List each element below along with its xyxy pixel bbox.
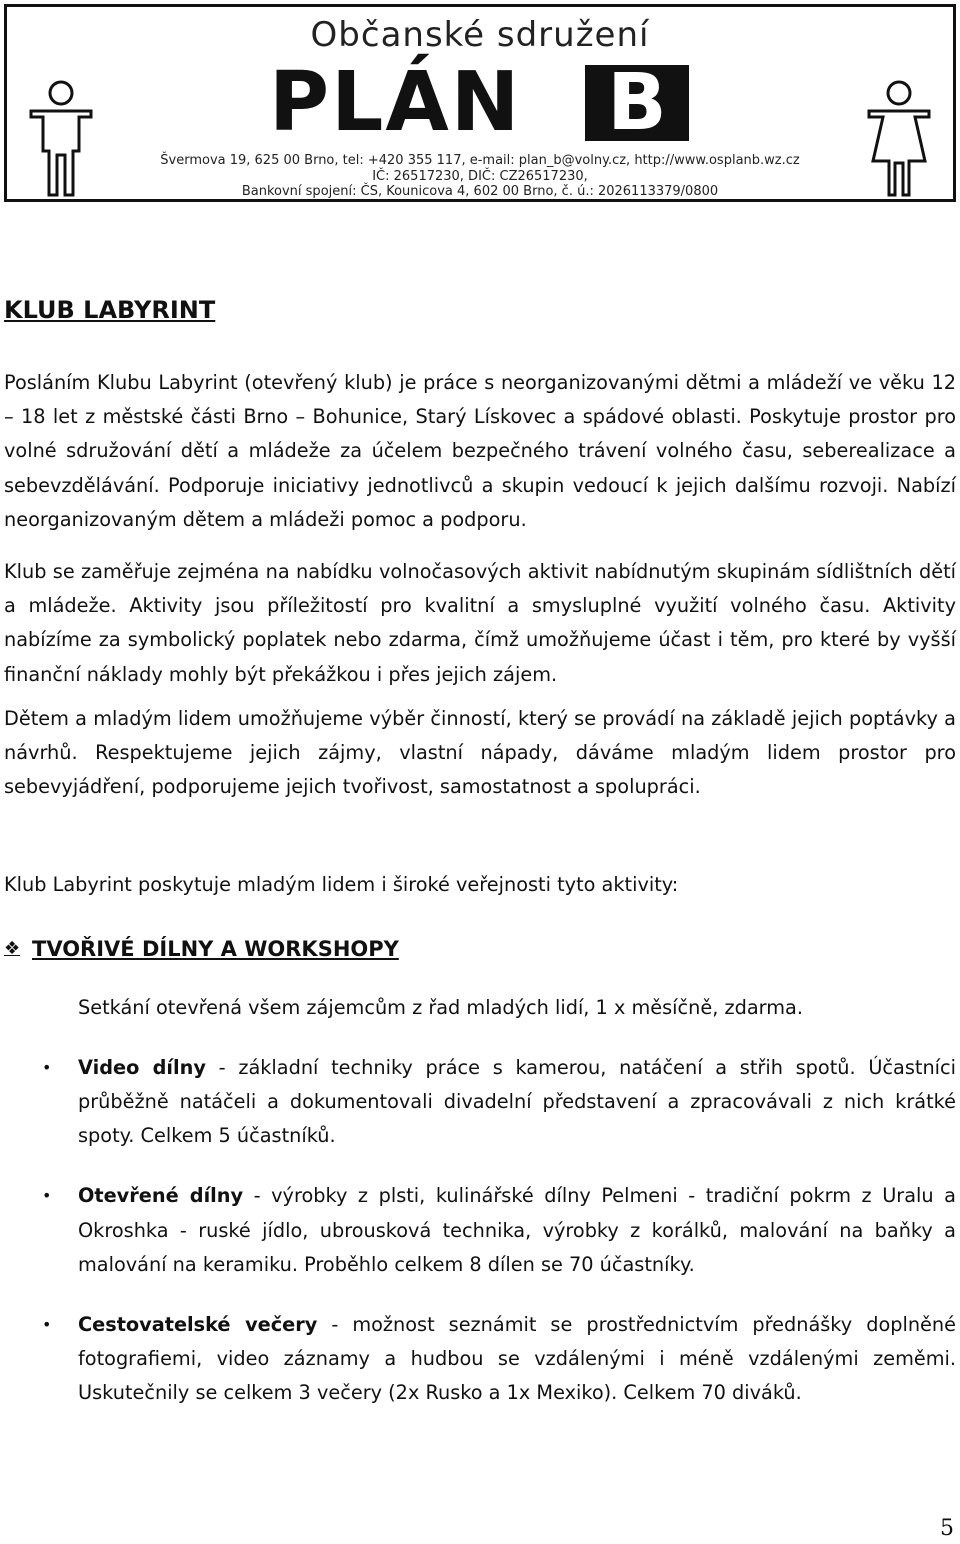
document-body (4, 290, 956, 1437)
activity-description (78, 1051, 956, 1154)
contact-address: Švermova 19, 625 00 Brno, tel: +420 355 117, e-mail: plan_b@volny.cz, http://www.osplanb.wz.cz (160, 153, 800, 168)
subheading-workshops (4, 931, 956, 967)
activity-text: - možnost seznámit se prostřednictvím přednášky doplněné fotografiemi, video záznamy a hudbou se vzdálenými i méně vzdálenými zeměmi. Uskutečnily se celkem 3 večery (2x Rusko a 1x Mexiko). Celkem 70 diváků. (78, 1313, 956, 1405)
brand-logo (269, 55, 689, 150)
brand-logo-text: PLÁN (269, 55, 522, 150)
paragraph-choice: Dětem a mladým lidem umožňujeme výběr činností, který se provádí na základě jejich poptávky a návrhů. Respektujeme jejich zájmy, vlastní nápady, dáváme mladým lidem prostor pro sebevyjádření, podporujeme jejich tvořivost, samostatnost a spolupráci. (4, 706, 956, 799)
bullet-icon: • (42, 1057, 52, 1077)
activity-description (78, 1308, 956, 1411)
letterhead (4, 4, 956, 202)
page-number: 5 (940, 1516, 954, 1541)
section-title: KLUB LABYRINT (4, 296, 216, 324)
bank-details: Bankovní spojení: ČS, Kounicova 4, 602 00 Brno, č. ú.: 2026113379/0800 (241, 184, 719, 199)
paragraph-mission: Posláním Klubu Labyrint (otevřený klub) je práce s neorganizovanými dětmi a mládeží ve věku 12 – 18 let z městské části Brno – Bohunice, Starý Lískovec a spádové oblasti. Poskytuje prostor pro volné sdružování dětí a mládeže za účelem bezpečného trávení volného času, seberealizace a sebevzdělávání. Podporuje iniciativy jednotlivců a skupin vedoucí k jejich dalšímu rozvoji. Nabízí neorganizovaným dětem a mládeži pomoc a podporu. (4, 371, 956, 531)
meeting-info: Setkání otevřená všem zájemcům z řad mladých lidí, 1 x měsíčně, zdarma. (78, 995, 803, 1019)
brand-logo-box: B (585, 65, 689, 141)
activity-description (78, 1179, 956, 1282)
activity-text: - základní techniky práce s kamerou, natáčení a střih spotů. Účastníci průběžně natáčeli a dokumentovali divadelní představení a zpracovávali z nich krátké spoty. Celkem 5 účastníků. (78, 1055, 956, 1148)
activities-list (4, 1051, 956, 1411)
bullet-icon: • (42, 1315, 52, 1335)
diamond-bullet-icon: ❖ (4, 937, 21, 959)
activity-title: Video dílny (78, 1055, 206, 1079)
activity-title: Otevřené dílny (78, 1184, 244, 1208)
list-item (4, 1051, 956, 1154)
activity-title: Cestovatelské večery (78, 1313, 318, 1337)
list-item (4, 1308, 956, 1411)
company-ids: IČ: 26517230, DIČ: CZ26517230, (372, 169, 588, 184)
bullet-icon: • (42, 1186, 52, 1206)
paragraph-focus: Klub se zaměřuje zejména na nabídku volnočasových aktivit nabídnutým skupinám sídlištních dětí a mládeže. Aktivity jsou příležitostí pro kvalitní a smysluplné využití volného času. Aktivity nabízíme za symbolický poplatek nebo zdarma, čímž umožňujeme účast i těm, pro které by vyšší finanční náklady mohly být překážkou i přes jejich zájem. (4, 560, 956, 686)
list-item (4, 1179, 956, 1282)
organization-name: Občanské sdružení (310, 15, 650, 55)
activities-intro: Klub Labyrint poskytuje mladým lidem i široké veřejnosti tyto aktivity: (4, 873, 679, 897)
activity-text: - výrobky z plsti, kulinářské dílny Pelmeni - tradiční pokrm z Uralu a Okroshka - ruské jídlo, ubrousková technika, výrobky z korálků, malování na baňky a malování na keramiku. Proběhlo celkem 8 dílen se 70 účastníky. (78, 1184, 956, 1276)
subheading-text: TVOŘIVÉ DÍLNY A WORKSHOPY (32, 936, 399, 961)
